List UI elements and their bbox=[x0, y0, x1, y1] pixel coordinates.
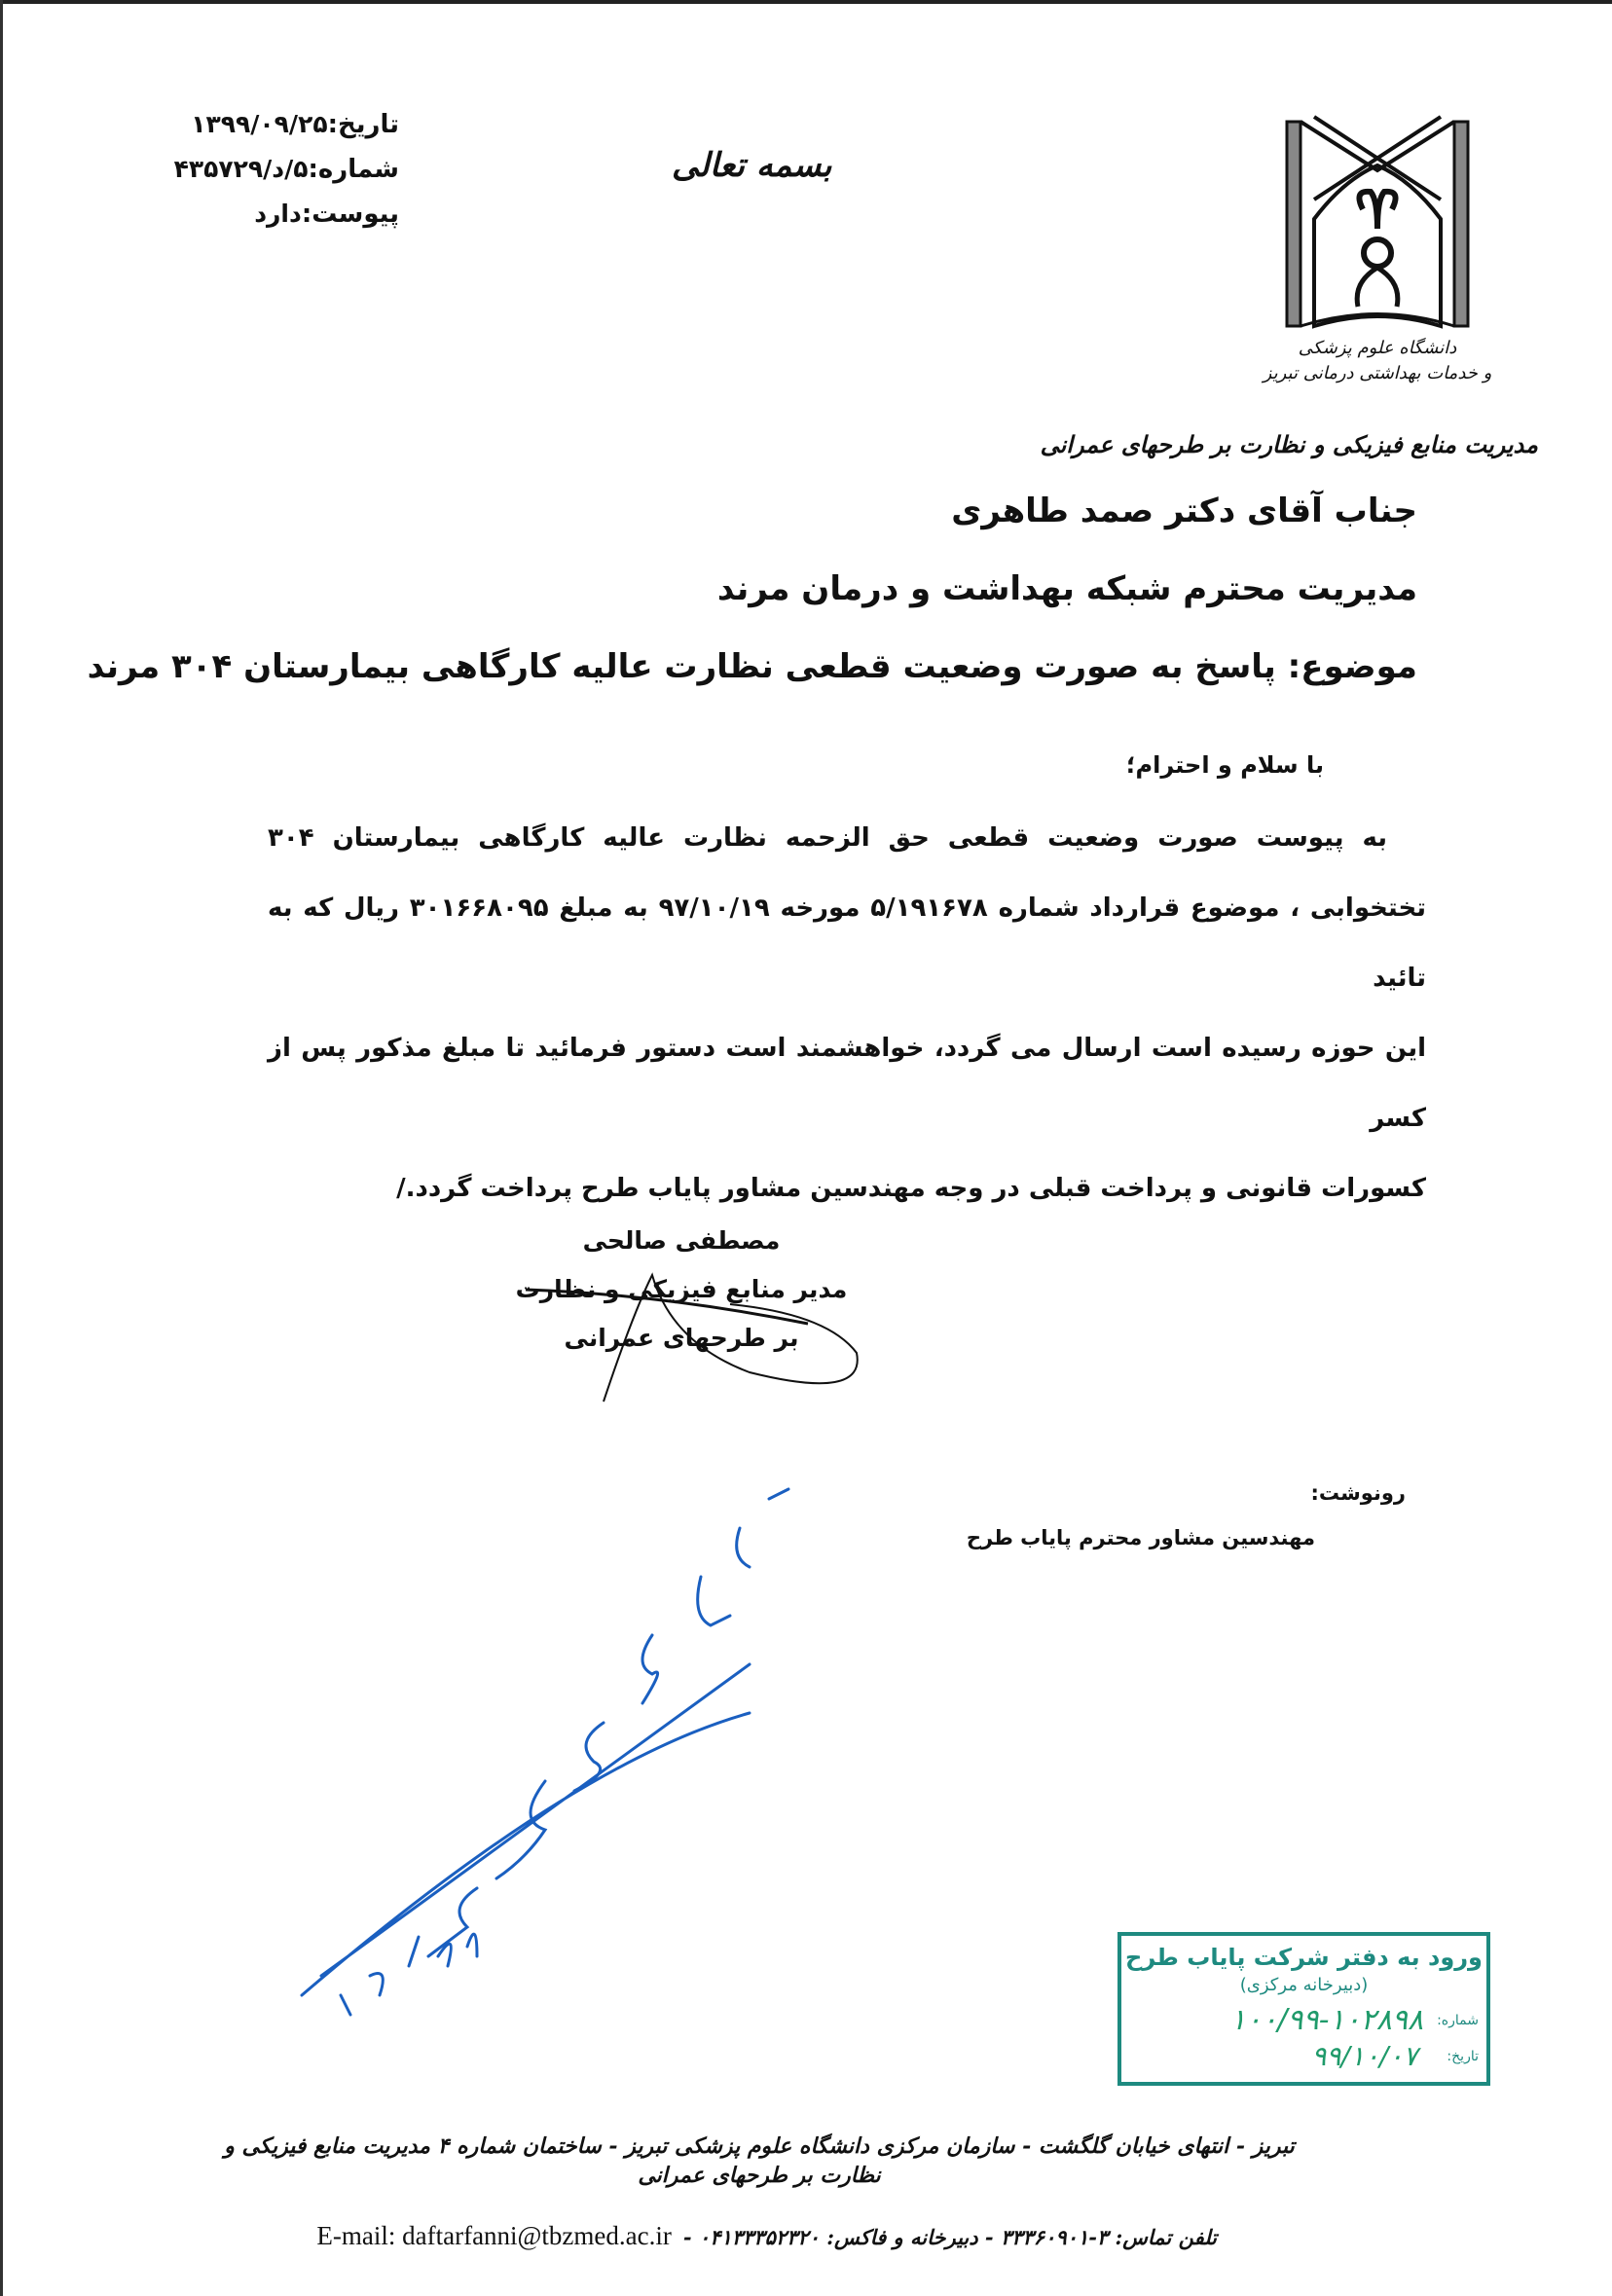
signer-name: مصطفی صالحی bbox=[582, 1226, 781, 1255]
subject: موضوع: پاسخ به صورت وضعیت قطعی نظارت عالیه کارگاهی بیمارستان ۳۰۴ مرند bbox=[87, 647, 1417, 686]
attachment-value: دارد bbox=[254, 200, 302, 228]
letter-meta bbox=[127, 102, 399, 237]
logo-caption-line1: دانشگاه علوم پزشکی bbox=[1298, 338, 1457, 358]
stamp-date-label: تاریخ: bbox=[1447, 2049, 1479, 2064]
basmala: بسمه تعالی bbox=[672, 146, 832, 185]
date-label: تاریخ: bbox=[327, 110, 399, 139]
greeting: با سلام و احترام؛ bbox=[1125, 751, 1324, 779]
body-line: این حوزه رسیده است ارسال می گردد، خواهشمند است دستور فرمائید تا مبلغ مذکور پس از کسر bbox=[268, 1034, 1426, 1133]
scan-border-left bbox=[0, 0, 3, 2296]
footer-email[interactable]: E-mail: daftarfanni@tbzmed.ac.ir bbox=[316, 2221, 672, 2250]
body-line: کسورات قانونی و پرداخت قبلی در وجه مهندسین مشاور پایاب طرح پرداخت گردد./ bbox=[396, 1174, 1426, 1203]
attachment-label: پیوست: bbox=[301, 200, 399, 229]
signer-title: مدیر منابع فیزیکی و نظارت bbox=[515, 1275, 848, 1303]
cc-recipient: مهندسین مشاور محترم پایاب طرح bbox=[966, 1526, 1315, 1549]
stamp-number-label: شماره: bbox=[1437, 2013, 1479, 2028]
footer-contact bbox=[282, 2221, 1217, 2251]
logo-caption-line2: و خدمات بهداشتی درمانی تبریز bbox=[1263, 363, 1492, 383]
stamp-subtitle: (دبیرخانه مرکزی) bbox=[1239, 1975, 1369, 1995]
stamp-number-value: ۱۰۰/۹۹-۱۰۲۸۹۸ bbox=[1229, 2003, 1424, 2037]
receipt-stamp bbox=[1117, 1932, 1490, 2086]
number-label: شماره: bbox=[308, 155, 399, 184]
addressee-name: جناب آقای دکتر صمد طاهری bbox=[951, 492, 1417, 530]
handwritten-note bbox=[282, 1470, 788, 2015]
department-name: مدیریت منابع فیزیکی و نظارت بر طرحهای عمرانی bbox=[1040, 430, 1538, 458]
scan-border-top bbox=[0, 0, 1612, 4]
letter-body bbox=[268, 803, 1426, 1223]
logo-caption bbox=[1256, 336, 1499, 386]
cc-label: رونوشت: bbox=[1310, 1481, 1406, 1505]
signer-title: بر طرحهای عمرانی bbox=[564, 1324, 799, 1352]
date-value: ۱۳۹۹/۰۹/۲۵ bbox=[191, 110, 328, 138]
university-logo-icon bbox=[1285, 112, 1470, 336]
stamp-date-value: ۹۹/۱۰/۰۷ bbox=[1311, 2040, 1418, 2072]
footer-address: تبریز - انتهای خیابان گلگشت - سازمان مرکزی دانشگاه علوم پزشکی تبریز - ساختمان شماره ۴ مدیریت منابع فیزیکی و نظارت بر طرحهای عمرانی bbox=[224, 2133, 1295, 2188]
body-line: تختخوابی ، موضوع قرارداد شماره ۵/۱۹۱۶۷۸ مورخه ۹۷/۱۰/۱۹ به مبلغ ۳۰۱۶۶۸۰۹۵ ریال که به تائید bbox=[268, 893, 1426, 993]
stamp-title: ورود به دفتر شرکت پایاب طرح bbox=[1125, 1944, 1483, 1971]
addressee-title: مدیریت محترم شبکه بهداشت و درمان مرند bbox=[716, 569, 1417, 608]
handwritten-signature bbox=[516, 1256, 886, 1411]
body-line: به پیوست صورت وضعیت قطعی حق الزحمه نظارت عالیه کارگاهی بیمارستان ۳۰۴ bbox=[268, 823, 1387, 853]
number-value: ۵/د/۴۳۵۷۲۹ bbox=[173, 155, 309, 183]
footer-phone: تلفن تماس: ۳-۳۳۳۶۰۹۰۱ - دبیرخانه و فاکس: ۰۴۱۳۳۳۵۲۳۲۰ - bbox=[682, 2225, 1217, 2249]
